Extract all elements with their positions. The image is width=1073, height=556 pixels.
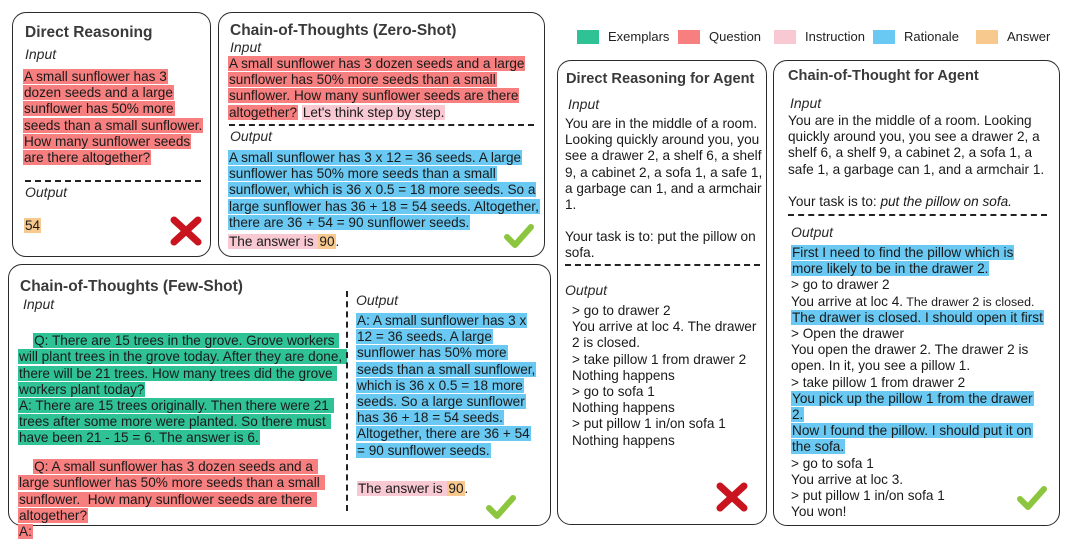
agent-direct-observation: You are in the middle of a room. Looking quickly around you, you see a drawer 2, a shelf 6, a shelf 9, a cabinet 2, a sofa 1, a safe 1, a garbage can 1, and a armchair 1.: [565, 116, 763, 213]
agent-cot-observation-text: You open the drawer 2. The drawer 2 is open. In it, you see a pillow 1.: [791, 342, 1029, 374]
fewshot-answer-suffix: .: [464, 481, 469, 496]
check-icon: [486, 494, 516, 520]
fewshot-output-label: Output: [356, 292, 399, 308]
zeroshot-instruction: Let's think step by step.: [302, 104, 445, 120]
agent-cot-action: > put pillow 1 in/on sofa 1: [791, 488, 945, 504]
cot-zeroshot-panel: [218, 12, 545, 257]
zeroshot-answer-suffix: .: [335, 234, 340, 249]
agent-cot-thought: First I need to find the pillow which is more likely to be in the drawer 2.: [792, 245, 1014, 277]
agent-direct-output-label: Output: [565, 282, 608, 298]
zeroshot-divider: [229, 124, 534, 126]
zeroshot-question: A small sunflower has 3 dozen seeds and a large sunflower has 50% more seeds than a small sunflower. How many sunflower seeds are there altogether?: [229, 56, 525, 120]
agent-cot-task: put the pillow on sofa.: [880, 194, 1012, 209]
legend-rationale-label: Rationale: [904, 29, 959, 44]
fewshot-question: Q: A small sunflower has 3 dozen seeds and a large sunflower has 50% more seeds than a small sunflower. How many sunflower seeds are there altogether? A:: [18, 459, 325, 539]
wrong-icon: [716, 482, 748, 512]
agent-direct-step: Nothing happens: [572, 400, 675, 416]
legend-answer-label: Answer: [1007, 29, 1051, 44]
agent-direct-input-label: Input: [568, 96, 600, 112]
agent-direct-step: You arrive at loc 4. The drawer 2 is closed.: [572, 319, 757, 351]
cot-fewshot-panel: [8, 264, 551, 540]
legend-instruction: [774, 29, 865, 44]
agent-cot-observation-text: You arrive at loc 4.: [791, 293, 904, 309]
legend-exemplars-label: Exemplars: [608, 29, 670, 44]
fewshot-rationale-box: [356, 313, 538, 459]
agent-direct-step: > go to drawer 2: [572, 303, 671, 318]
zeroshot-answer-prefix: The answer is: [229, 234, 318, 249]
legend-question-label: Question: [709, 29, 762, 44]
agent-cot-thought: Now I found the pillow. I should put it on the sofa.: [792, 423, 1032, 455]
agent-direct-step: > put pillow 1 in/on sofa 1: [572, 416, 726, 432]
agent-cot-observation-text: You arrive at loc 3.: [791, 471, 904, 487]
direct-output-label: Output: [25, 184, 68, 200]
zeroshot-title: Chain-of-Thoughts (Zero-Shot): [230, 22, 457, 39]
agent-direct-divider: [565, 264, 760, 266]
fewshot-answer-prefix: The answer is: [358, 481, 447, 496]
agent-direct-title: Direct Reasoning for Agent: [566, 71, 755, 87]
legend-question-swatch: [678, 30, 700, 44]
zeroshot-input-label: Input: [230, 39, 262, 55]
agent-cot-action: > take pillow 1 from drawer 2: [791, 374, 966, 390]
legend-exemplars-swatch: [577, 30, 599, 44]
zeroshot-output-label: Output: [230, 128, 273, 144]
fewshot-rationale: A: A small sunflower has 3 x 12 = 36 seeds. A large sunflower has 50% more seeds than a small sunflower, which is 36 x 0.5 = 18 more seeds. So a large sunflower has 36 + 18 = 54 seeds. Altogether, there are 36 + 54 = 90 sunflower seeds.: [357, 313, 536, 458]
agent-cot-observation-text: The drawer 2 is closed.: [903, 294, 1035, 309]
legend-rationale-swatch: [873, 30, 895, 44]
direct-answer: 54: [25, 218, 41, 233]
agent-cot-panel: [773, 60, 1060, 526]
zeroshot-answer-line: [228, 234, 339, 250]
zeroshot-rationale: A small sunflower has 3 x 12 = 36 seeds. A large sunflower has 50% more seeds than a small sunflower, which is 36 x 0.5 = 18 more seeds. So a large sunflower has 36 + 18 = 54 seeds. Altogether, there are 36 + 54 = 90 sunflower seeds.: [229, 150, 539, 230]
agent-cot-task-prefix: Your task is to:: [788, 194, 881, 209]
agent-direct-step: > take pillow 1 from drawer 2: [572, 351, 747, 367]
agent-cot-thought: You pick up the pillow 1 from the drawer 2.: [792, 390, 1033, 423]
agent-cot-observation: You are in the middle of a room. Looking quickly around you, you see a drawer 2, a shelf 6, a shelf 9, a cabinet 2, a sofa 1, a safe 1, a garbage can 1, and a armchair 1.: [788, 113, 1045, 177]
check-icon: [1017, 485, 1047, 511]
agent-cot-observation-text: You won!: [791, 504, 847, 520]
agent-cot-trace: [791, 245, 1046, 520]
direct-question: A small sunflower has 3 dozen seeds and a large sunflower has 50% more seeds than a small sunflower. How many sunflower seeds are there altogether?: [24, 69, 203, 166]
fewshot-question-box: [18, 443, 336, 556]
agent-cot-task-line: [788, 194, 1050, 210]
direct-reasoning-panel: [12, 12, 211, 257]
agent-cot-divider: [788, 214, 1047, 216]
agent-direct-step: Nothing happens: [572, 432, 675, 448]
agent-direct-task: Your task is to: put the pillow on sofa.: [565, 229, 756, 261]
direct-answer-box: [24, 218, 41, 234]
legend-instruction-swatch: [774, 30, 796, 44]
agent-cot-action: > go to sofa 1: [791, 455, 874, 471]
zeroshot-answer: 90: [319, 234, 335, 249]
legend-question: [678, 29, 761, 44]
direct-input-label: Input: [25, 46, 57, 62]
wrong-icon: [170, 216, 202, 246]
zeroshot-input-box: [228, 56, 534, 121]
fewshot-answer: 90: [448, 481, 464, 496]
legend-instruction-label: Instruction: [805, 29, 865, 44]
direct-divider: [25, 180, 201, 182]
agent-direct-step: Nothing happens: [572, 367, 675, 383]
legend-answer-swatch: [976, 30, 998, 44]
agent-cot-output-label: Output: [791, 224, 834, 240]
agent-direct-step: > go to sofa 1: [572, 384, 655, 400]
legend-exemplars: [577, 29, 669, 44]
agent-cot-action: > Open the drawer: [791, 326, 904, 342]
agent-cot-input-label: Input: [790, 95, 822, 111]
fewshot-exemplar: Q: There are 15 trees in the grove. Grove workers will plant trees in the grove today. After they are done, there will be 21 trees. How many trees did the grove workers plant today? A: There are 15 trees originally. Then there were 21 trees after some more were planted. So there must have been 21 - 15 = 6. The answer is 6.: [18, 333, 347, 445]
fewshot-input-label: Input: [23, 296, 55, 312]
fewshot-divider: [346, 291, 348, 511]
legend-rationale: [873, 29, 959, 44]
agent-cot-thought: The drawer is closed. I should open it first: [792, 309, 1043, 325]
agent-cot-title: Chain-of-Thought for Agent: [788, 68, 979, 84]
check-icon: [504, 223, 534, 249]
fewshot-title: Chain-of-Thoughts (Few-Shot): [20, 278, 243, 295]
agent-cot-action: > go to drawer 2: [791, 277, 890, 293]
direct-title: Direct Reasoning: [25, 24, 153, 41]
agent-direct-steps: [572, 303, 760, 449]
legend-answer: [976, 29, 1050, 44]
direct-question-box: [23, 69, 205, 166]
agent-direct-panel: [557, 60, 767, 525]
zeroshot-rationale-box: [228, 150, 540, 231]
fewshot-exemplar-box: [18, 317, 344, 463]
fewshot-answer-line: [357, 481, 468, 497]
